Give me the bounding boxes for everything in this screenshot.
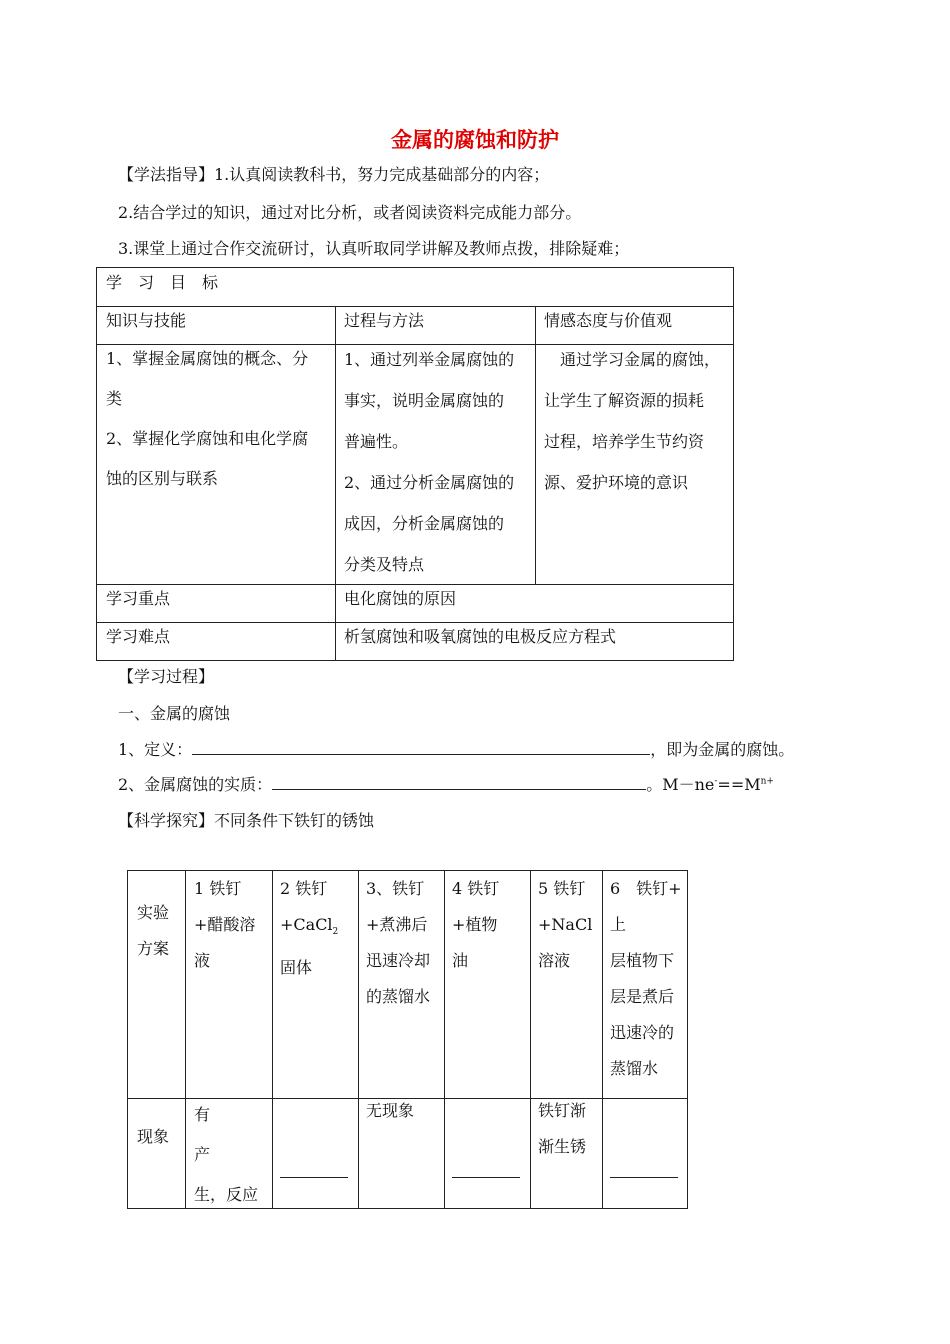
goals-col-process-head: 过程与方法 bbox=[344, 311, 425, 330]
goals-attitude-body: 通过学习金属的腐蚀， 让学生了解资源的损耗 过程，培养学生节约资 源、爱护环境的意识 bbox=[544, 350, 721, 492]
goals-process-body: 1、通过列举金属腐蚀的 事实，说明金属腐蚀的 普遍性。 2、通过分析金属腐蚀的 成因，分析金属腐蚀的 分类及特点 bbox=[344, 350, 515, 574]
ion-superscript: n+ bbox=[760, 776, 774, 787]
result-blank-2[interactable] bbox=[280, 1177, 348, 1178]
section-heading-corrosion: 一、金属的腐蚀 bbox=[118, 704, 231, 723]
key-point-label: 学习重点 bbox=[106, 589, 171, 608]
plan-cell-3: 3、铁钉 +煮沸后 迅速冷却 的蒸馏水 bbox=[366, 879, 431, 1006]
plan-cell-2 bbox=[280, 871, 338, 986]
row-label-plan: 实验 方案 bbox=[137, 903, 170, 958]
essence-equation: ==M bbox=[717, 775, 761, 794]
study-guide-line-1: 【学法指导】1.认真阅读教科书，努力完成基础部分的内容； bbox=[118, 165, 550, 184]
learning-goals-table bbox=[96, 267, 734, 661]
plan-cell-2-text: 2 铁钉 +CaCl bbox=[280, 879, 333, 934]
difficulty-label: 学习难点 bbox=[106, 627, 171, 646]
result-cell-5: 铁钉渐 渐生锈 bbox=[538, 1101, 587, 1156]
result-cell-1: 有 产 生，反应 bbox=[194, 1105, 259, 1204]
difficulty-value: 析氢腐蚀和吸氧腐蚀的电极反应方程式 bbox=[344, 627, 617, 646]
goals-col-attitude-head: 情感态度与价值观 bbox=[544, 311, 673, 330]
definition-suffix: ，即为金属的腐蚀。 bbox=[650, 740, 795, 759]
plan-cell-1: 1 铁钉 +醋酸溶 液 bbox=[194, 879, 256, 970]
row-label-phenomenon: 现象 bbox=[137, 1127, 170, 1146]
essence-suffix: 。M－ne bbox=[646, 775, 715, 794]
definition-line bbox=[118, 737, 794, 760]
study-guide-line-3: 3.课堂上通过合作交流研讨，认真听取同学讲解及教师点拨，排除疑难； bbox=[118, 239, 630, 258]
essence-blank[interactable] bbox=[272, 789, 646, 790]
electron-superscript: - bbox=[714, 776, 718, 787]
definition-blank[interactable] bbox=[192, 754, 650, 755]
experiment-table bbox=[127, 870, 688, 1209]
result-cell-3: 无现象 bbox=[366, 1101, 415, 1120]
goals-header: 学 习 目 标 bbox=[106, 273, 219, 292]
goals-col-knowledge-head: 知识与技能 bbox=[106, 311, 187, 330]
plan-cell-5: 5 铁钉 +NaCl 溶液 bbox=[538, 879, 593, 970]
essence-label: 2、金属腐蚀的实质： bbox=[118, 775, 273, 794]
result-blank-6[interactable] bbox=[610, 1177, 678, 1178]
page-title: 金属的腐蚀和防护 bbox=[391, 128, 559, 152]
result-blank-4[interactable] bbox=[452, 1177, 520, 1178]
study-guide-line-2: 2.结合学过的知识，通过对比分析，或者阅读资料完成能力部分。 bbox=[118, 203, 582, 222]
definition-label: 1、定义： bbox=[118, 740, 193, 759]
process-heading: 【学习过程】 bbox=[118, 667, 215, 686]
key-point-value: 电化腐蚀的原因 bbox=[344, 589, 457, 608]
plan-cell-6: 6 铁钉+ 上 层植物下 层是煮后 迅速冷的 蒸馏水 bbox=[610, 879, 682, 1078]
goals-knowledge-body: 1、掌握金属腐蚀的概念、分 类 2、掌握化学腐蚀和电化学腐 蚀的区别与联系 bbox=[106, 349, 309, 488]
plan-cell-2-subscript: 2 bbox=[332, 927, 339, 938]
plan-cell-2-tail: 固体 bbox=[280, 958, 313, 978]
plan-cell-4: 4 铁钉 +植物 油 bbox=[452, 879, 500, 970]
science-explore-heading: 【科学探究】不同条件下铁钉的锈蚀 bbox=[118, 811, 375, 830]
essence-line bbox=[118, 772, 774, 795]
